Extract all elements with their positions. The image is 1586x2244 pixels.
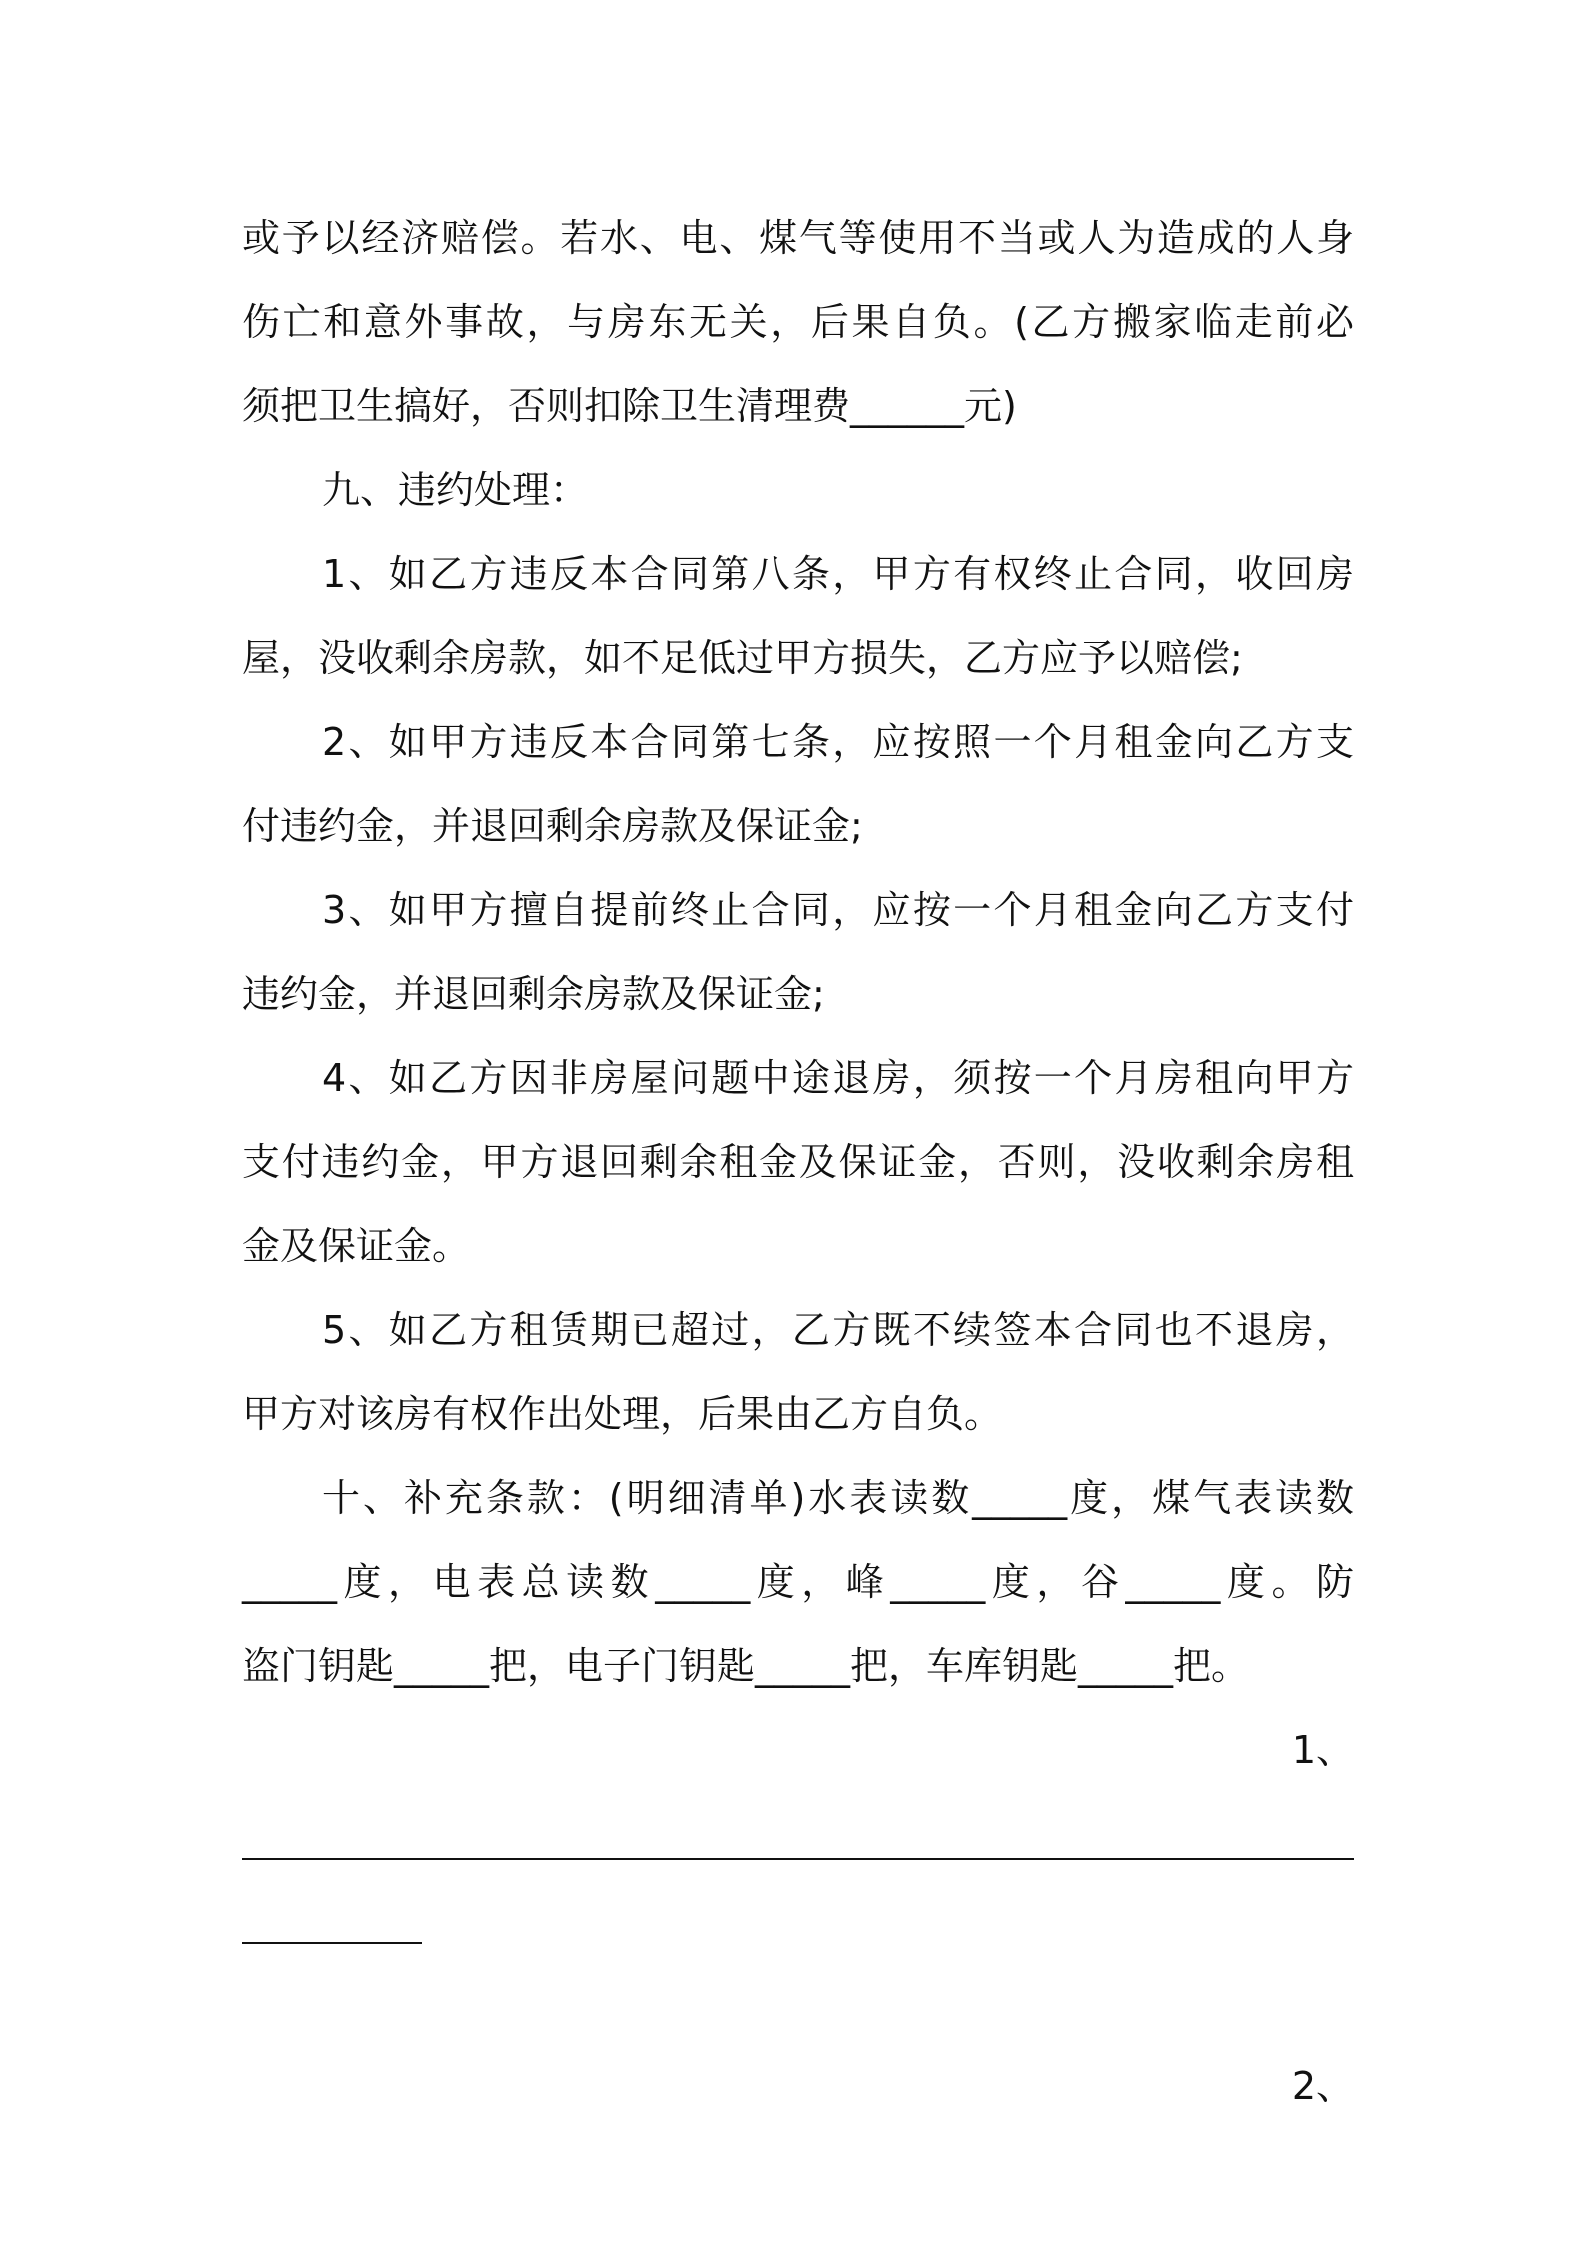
clause-4-line-3: 金及保证金。 xyxy=(242,1224,471,1268)
clause-2-line-2: 付违约金，并退回剩余房款及保证金; xyxy=(242,804,863,848)
clause-4-line-1: 4、如乙方因非房屋问题中途退房，须按一个月房租向甲方 xyxy=(322,1056,1354,1100)
p1-line-3: 须把卫生搞好，否则扣除卫生清理费______元) xyxy=(242,384,1017,428)
clause-4-line-2: 支付违约金，甲方退回剩余租金及保证金，否则，没收剩余房租 xyxy=(242,1140,1354,1184)
spacer xyxy=(242,1960,1354,2044)
clause-1-line-1: 1、如乙方违反本合同第八条，甲方有权终止合同，收回房 xyxy=(322,552,1354,596)
p1-line-2: 伤亡和意外事故，与房东无关，后果自负。(乙方搬家临走前必 xyxy=(242,300,1354,344)
supplement-line-1: 十、补充条款：(明细清单)水表读数_____度，煤气表读数 xyxy=(322,1476,1354,1520)
clause-1-line-2: 屋，没收剩余房款，如不足低过甲方损失，乙方应予以赔偿; xyxy=(242,636,1243,680)
document-body xyxy=(242,196,1354,2128)
clause-3-line-1: 3、如甲方擅自提前终止合同，应按一个月租金向乙方支付 xyxy=(322,888,1354,932)
supplement-item-1-number: 1、 xyxy=(1291,1728,1354,1772)
clause-5-line-2: 甲方对该房有权作出处理，后果由乙方自负。 xyxy=(242,1392,1003,1436)
supplement-item-2-number: 2、 xyxy=(1291,2064,1354,2108)
p1-line-1: 或予以经济赔偿。若水、电、煤气等使用不当或人为造成的人身 xyxy=(242,216,1354,260)
supplement-line-2: _____度，电表总读数_____度，峰_____度，谷_____度。防 xyxy=(242,1560,1354,1604)
section-heading-breach: 九、违约处理： xyxy=(322,468,589,512)
clause-3-line-2: 违约金，并退回剩余房款及保证金; xyxy=(242,972,825,1016)
supplement-item-1-blank-line xyxy=(242,1792,1354,1876)
supplement-item-1-blank-line-continued xyxy=(242,1876,422,1960)
supplement-line-3: 盗门钥匙_____把，电子门钥匙_____把，车库钥匙_____把。 xyxy=(242,1644,1250,1688)
clause-5-line-1: 5、如乙方租赁期已超过，乙方既不续签本合同也不退房， xyxy=(322,1308,1354,1352)
clause-2-line-1: 2、如甲方违反本合同第七条，应按照一个月租金向乙方支 xyxy=(322,720,1354,764)
